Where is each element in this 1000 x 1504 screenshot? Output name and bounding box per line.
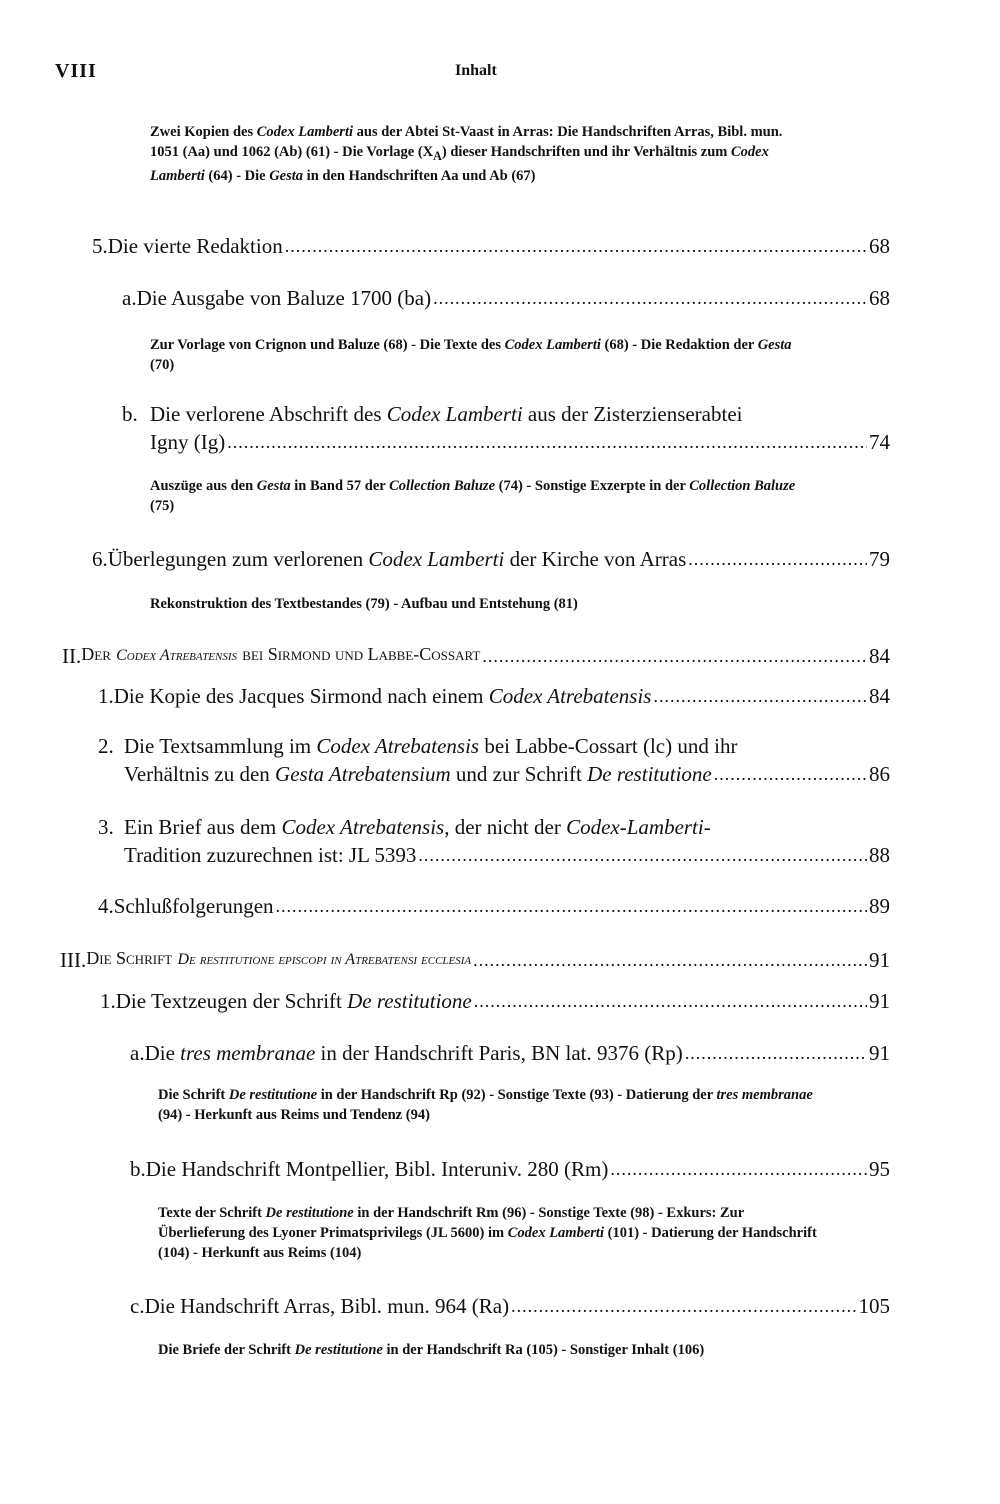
entry-title-line1: Die Textsammlung im Codex Atrebatensis bei Labbe-Cossart (lc) und ihr [124, 734, 738, 758]
entry-title-line1: Ein Brief aus dem Codex Atrebatensis, der nicht der Codex-Lamberti- [124, 815, 711, 839]
leader-dots [474, 989, 867, 1013]
summary-text: Texte der Schrift De restitutione in der Handschrift Rm (96) - Sonstige Texte (98) - Exkurs: Zur Überlieferung des Lyoner Primatsprivilegs (JL 5600) im Codex Lamberti (101) - Datierung der Handschrift (104) - Herkunft aus Reims (104) [158, 1205, 817, 1261]
entry-title: Igny (Ig) [150, 430, 226, 454]
leader-dots [433, 286, 867, 310]
summary-text: Die Briefe der Schrift De restitutione in der Handschrift Ra (105) - Sonstiger Inhalt (106) [158, 1342, 705, 1358]
toc-summary [158, 1203, 818, 1263]
entry-title-line1: Die verlorene Abschrift des Codex Lamberti aus der Zisterzienserabtei [150, 402, 743, 426]
leader-dots [714, 762, 867, 786]
entry-title: Die Kopie des Jacques Sirmond nach einem Codex Atrebatensis [113, 684, 652, 708]
running-title: Inhalt [455, 62, 497, 79]
entry-page: 68 [869, 234, 890, 258]
leader-dots [482, 644, 867, 668]
leader-dots [418, 843, 867, 867]
entry-page: 91 [869, 1041, 890, 1065]
leader-dots [227, 430, 867, 454]
leader-dots [473, 948, 867, 972]
entry-number: 2. [98, 734, 114, 758]
summary-text: Zwei Kopien des Codex Lamberti aus der Abtei St-Vaast in Arras: Die Handschriften Arras, Bibl. mun. 1051 (Aa) und 1062 (Ab) (61) - Die Vorlage $(X_A)$ dieser Handschriften und ihr Verhältnis zum Codex Lamberti (64) - Die Gesta in den Handschriften Aa und Ab (67) [150, 124, 783, 184]
toc-summary [150, 476, 810, 516]
toc-entry-III[interactable] [60, 948, 890, 972]
entry-number: 3. [98, 815, 114, 839]
entry-title: Die Schrift De restitutione episcopi in Atrebatensi ecclesia [86, 948, 472, 968]
toc-entry-II1[interactable] [98, 684, 890, 708]
entry-title: Schlußfolgerungen [113, 894, 274, 918]
entry-page: 95 [869, 1157, 890, 1181]
toc-summary [158, 1085, 818, 1125]
entry-page: 68 [869, 286, 890, 310]
toc-entry-II4[interactable] [98, 894, 890, 918]
entry-page: 84 [869, 684, 890, 708]
entry-page: 91 [869, 989, 890, 1013]
entry-number: b. [122, 402, 138, 426]
leader-dots [688, 547, 867, 571]
toc-entry-II2[interactable] [124, 762, 890, 786]
entry-number: a. [130, 1041, 145, 1065]
page-number: VIII [55, 60, 97, 82]
entry-title: Tradition zuzurechnen ist: JL 5393 [124, 843, 417, 867]
entry-page: 79 [869, 547, 890, 571]
entry-number: 6. [92, 547, 108, 571]
toc-entry-6[interactable] [92, 547, 890, 571]
leader-dots [610, 1157, 867, 1181]
summary-text: Die Schrift De restitutione in der Handschrift Rp (92) - Sonstige Texte (93) - Datierung der tres membranae (94) - Herkunft aus Reims und Tendenz (94) [158, 1087, 813, 1123]
entry-number: c. [130, 1294, 145, 1318]
toc-summary [158, 1340, 818, 1360]
toc-summary [150, 122, 810, 186]
entry-title: Die Handschrift Arras, Bibl. mun. 964 (Ra) [144, 1294, 510, 1318]
leader-dots [285, 234, 867, 258]
entry-number: a. [122, 286, 137, 310]
entry-number: 4. [98, 894, 114, 918]
entry-title: Verhältnis zu den Gesta Atrebatensium und zur Schrift De restitutione [124, 762, 712, 786]
entry-page: 105 [858, 1294, 890, 1318]
entry-page: 84 [869, 644, 890, 668]
entry-page: 86 [869, 762, 890, 786]
entry-title: Die Handschrift Montpellier, Bibl. Interuniv. 280 (Rm) [145, 1157, 609, 1181]
toc-entry-5b-line1 [122, 402, 743, 426]
leader-dots [685, 1041, 867, 1065]
leader-dots [511, 1294, 856, 1318]
summary-text: Rekonstruktion des Textbestandes (79) - Aufbau und Entstehung (81) [150, 596, 578, 612]
entry-title: Die tres membranae in der Handschrift Paris, BN lat. 9376 (Rp) [144, 1041, 683, 1065]
summary-text: Auszüge aus den Gesta in Band 57 der Collection Baluze (74) - Sonstige Exzerpte in der Collection Baluze (75) [150, 478, 796, 514]
entry-number: II. [62, 644, 82, 668]
toc-summary [150, 335, 810, 375]
toc-entry-II2-line1 [98, 734, 737, 758]
entry-title: Der Codex Atrebatensis bei Sirmond und Labbe-Cossart [81, 644, 481, 664]
toc-entry-II[interactable] [62, 644, 890, 668]
toc-entry-5a[interactable] [122, 286, 890, 310]
toc-entry-III1c[interactable] [130, 1294, 890, 1318]
entry-title: Die Textzeugen der Schrift De restitutione [115, 989, 472, 1013]
toc-entry-III1a[interactable] [130, 1041, 890, 1065]
toc-entry-5b[interactable] [150, 430, 890, 454]
toc-entry-III1b[interactable] [130, 1157, 890, 1181]
entry-page: 91 [869, 948, 890, 972]
leader-dots [653, 684, 867, 708]
entry-number: 5. [92, 234, 108, 258]
entry-number: b. [130, 1157, 146, 1181]
entry-number: 1. [100, 989, 116, 1013]
toc-entry-II3[interactable] [124, 843, 890, 867]
toc-entry-II3-line1 [98, 815, 711, 839]
toc-entry-III1[interactable] [100, 989, 890, 1013]
entry-title: Überlegungen zum verlorenen Codex Lamberti der Kirche von Arras [107, 547, 687, 571]
leader-dots [276, 894, 867, 918]
toc-summary [150, 594, 810, 614]
entry-page: 89 [869, 894, 890, 918]
entry-number: 1. [98, 684, 114, 708]
entry-number: III. [60, 948, 87, 972]
toc-entry-5[interactable] [92, 234, 890, 258]
entry-page: 88 [869, 843, 890, 867]
entry-title: Die vierte Redaktion [107, 234, 283, 258]
entry-page: 74 [869, 430, 890, 454]
entry-title: Die Ausgabe von Baluze 1700 (ba) [136, 286, 432, 310]
summary-text: Zur Vorlage von Crignon und Baluze (68) - Die Texte des Codex Lamberti (68) - Die Redaktion der Gesta (70) [150, 337, 792, 373]
